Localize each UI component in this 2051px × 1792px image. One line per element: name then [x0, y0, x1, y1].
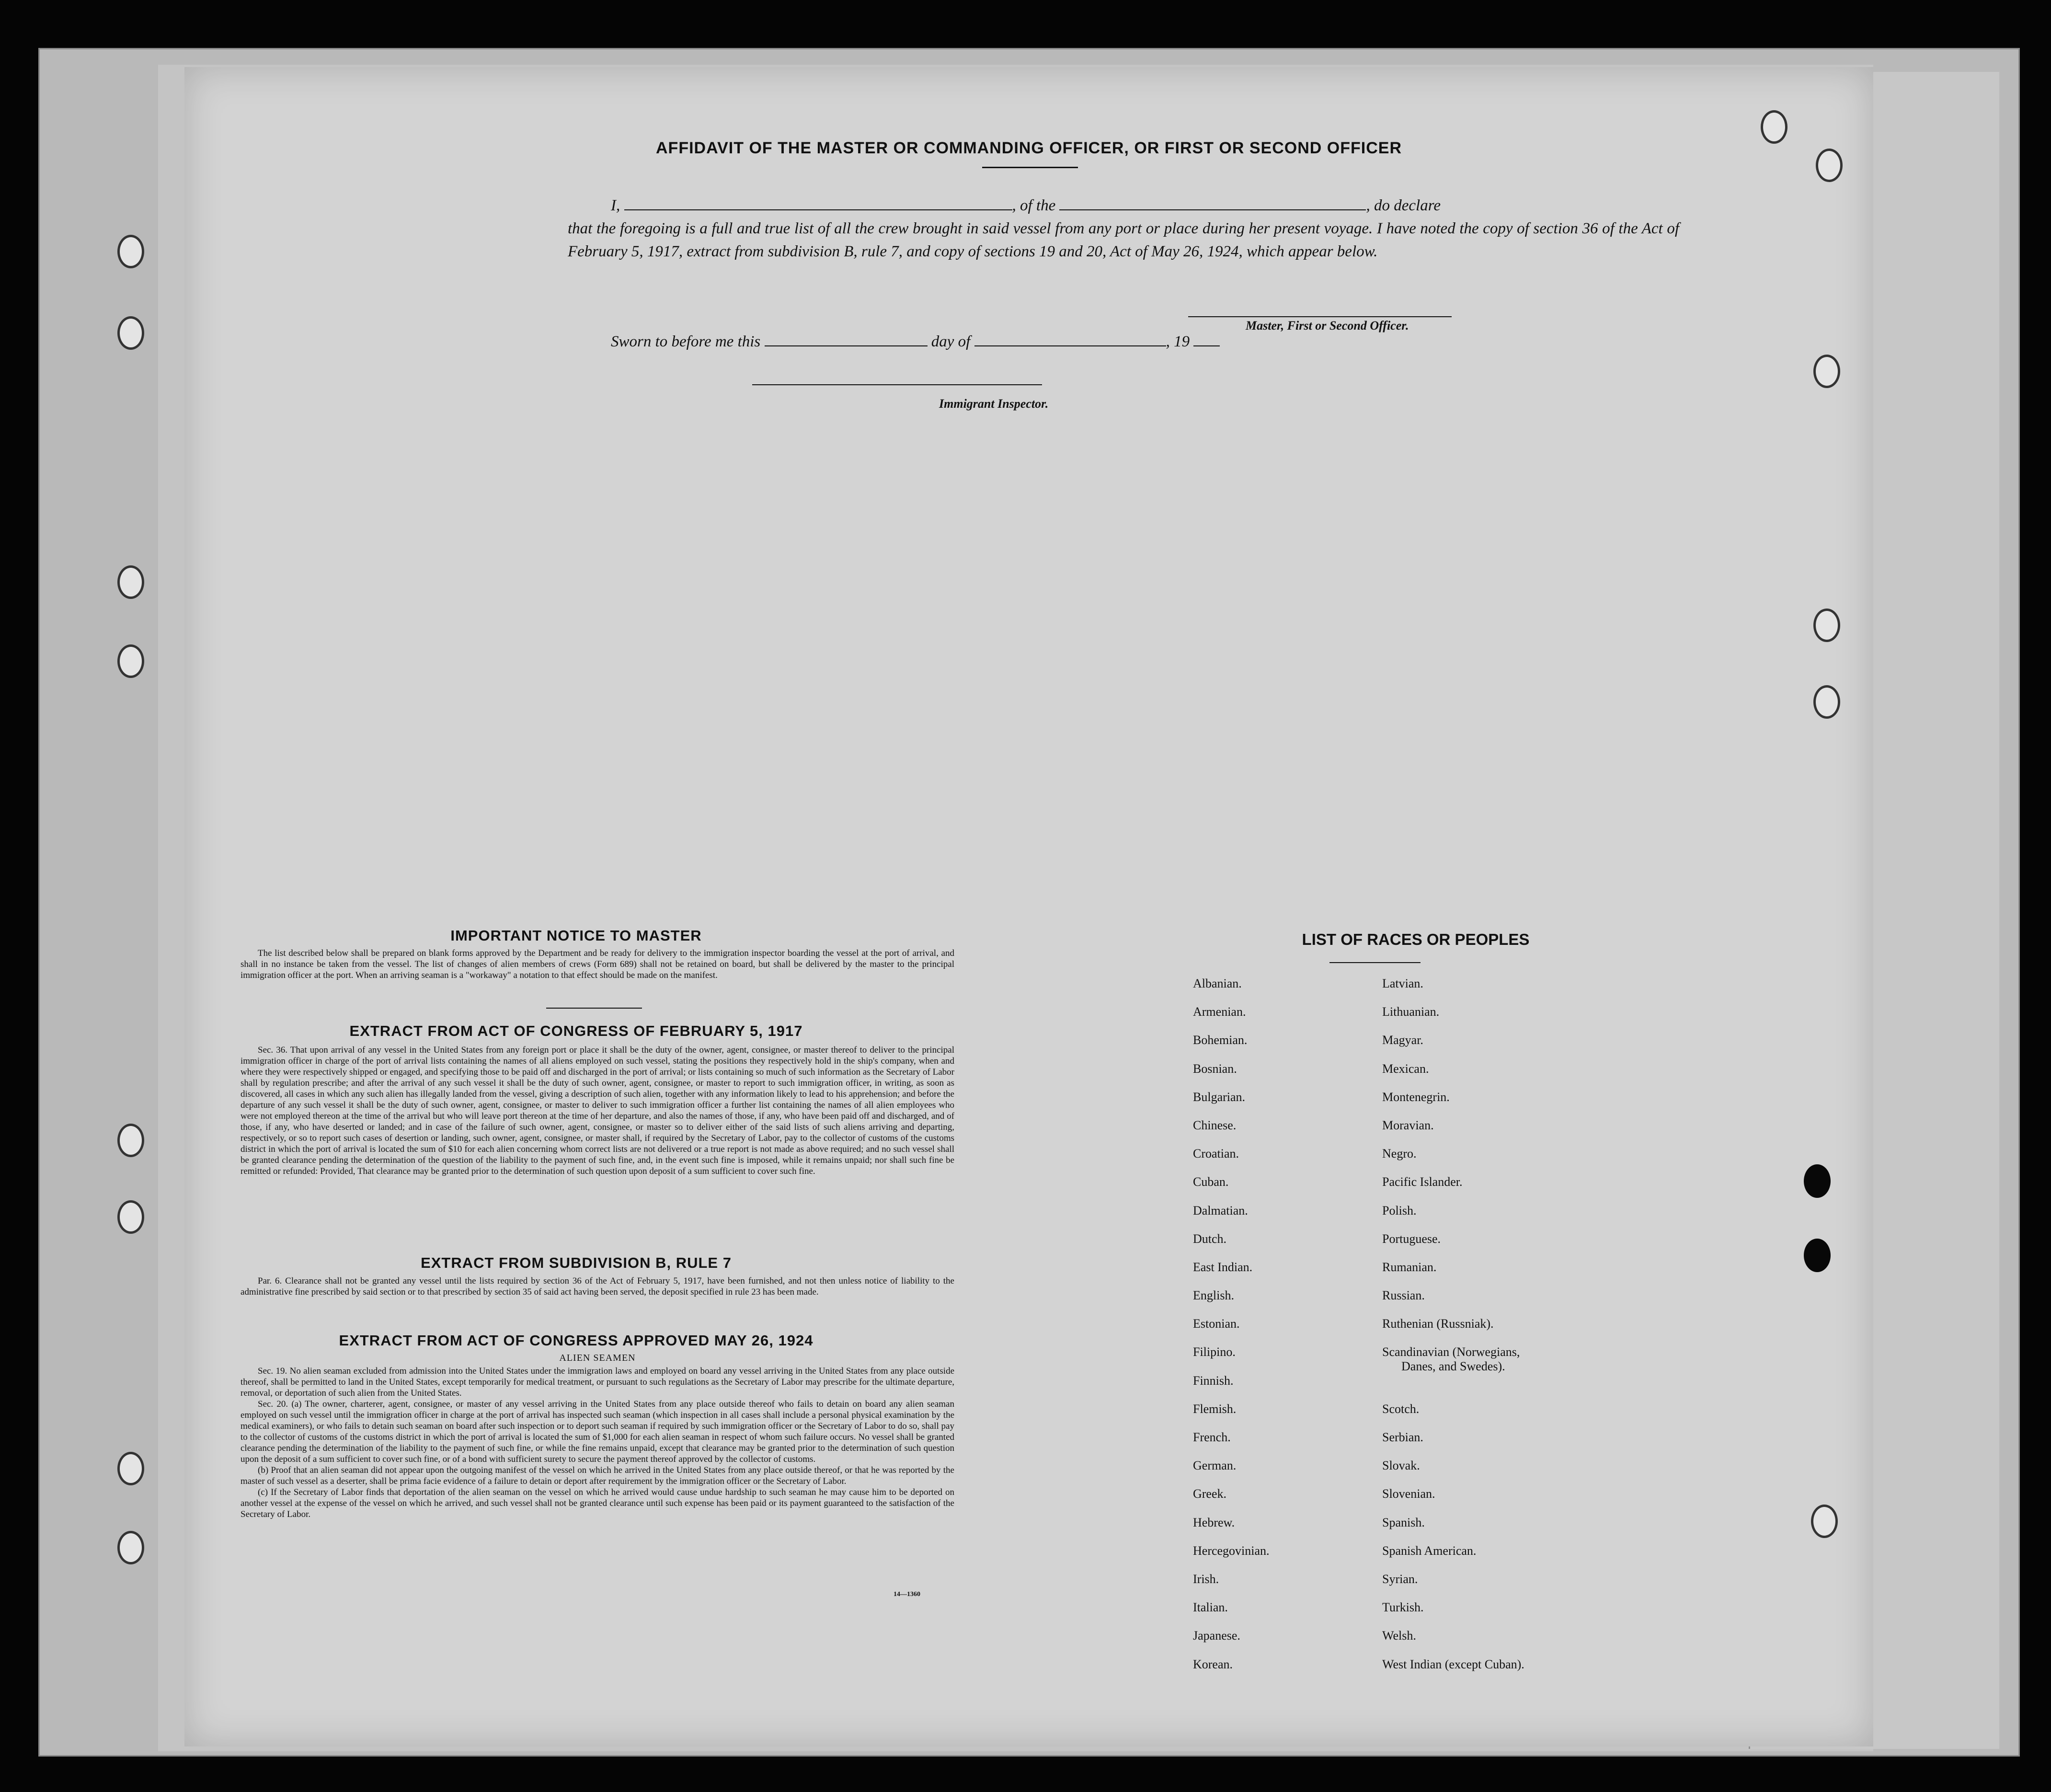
sec19-paragraph: Sec. 19. No alien seaman excluded from admission into the United States under the immigration laws and employed on board any vessel arriving in the United States from any place outside thereof, shall be permitted to land in the United States, except temporarily for medical treatment, or pursuant to such regulations as the Secretary of Labor may prescribe for the ultimate departure, removal, or deportation of such alien from the United States. [241, 1366, 954, 1398]
do-declare-label: , do declare [1366, 197, 1441, 214]
race-item: Cuban. [1193, 1175, 1229, 1189]
race-item: Mexican. [1382, 1061, 1429, 1076]
year-label: , 19 [1166, 333, 1190, 350]
race-item: Armenian. [1193, 1005, 1246, 1019]
sworn-month-blank [974, 345, 1166, 346]
races-left-column [1193, 976, 1270, 1686]
rule7-title: EXTRACT FROM SUBDIVISION B, RULE 7 [421, 1254, 732, 1271]
races-title: LIST OF RACES OR PEOPLES [1302, 930, 1530, 948]
race-item: Croatian. [1193, 1147, 1239, 1161]
race-item: Italian. [1193, 1600, 1228, 1615]
race-item: Greek. [1193, 1487, 1227, 1501]
race-item: Spanish American. [1382, 1543, 1477, 1558]
binder-hole [1811, 1505, 1838, 1538]
binder-hole [1813, 355, 1840, 388]
race-item: Portuguese. [1382, 1231, 1441, 1246]
race-item: Bulgarian. [1193, 1090, 1246, 1104]
binder-hole [117, 1124, 144, 1157]
signature-line [1188, 316, 1452, 317]
manifest-back-page [184, 67, 1873, 1746]
race-item: Rumanian. [1382, 1260, 1437, 1274]
binder-hole [117, 565, 144, 599]
extract-1924-title: EXTRACT FROM ACT OF CONGRESS APPROVED MAY 26, 1924 [339, 1332, 814, 1349]
race-item: Flemish. [1193, 1401, 1237, 1416]
races-rule [1329, 962, 1421, 963]
binder-hole [117, 235, 144, 268]
race-item: Turkish. [1382, 1600, 1424, 1615]
name-blank [624, 209, 1012, 210]
notice-text [241, 948, 954, 981]
race-item: Estonian. [1193, 1317, 1240, 1331]
race-item: Dalmatian. [1193, 1203, 1248, 1218]
binder-hole [117, 1531, 144, 1564]
binder-hole [117, 644, 144, 678]
race-item: Negro. [1382, 1147, 1417, 1161]
binder-hole [117, 316, 144, 350]
race-item: Albanian. [1193, 976, 1242, 990]
affidavit-line-1 [568, 194, 1679, 217]
race-item: Polish. [1382, 1203, 1417, 1218]
race-item: Korean. [1193, 1657, 1233, 1671]
sec20c-paragraph: (c) If the Secretary of Labor finds that deportation of the alien seaman on the vessel on which he arrived would cause undue hardship to such seaman he may cause him to be deported on another vessel at the expense of the vessel on which he arrived, and such vessel shall not be granted clearance until such expense has been paid or its payment guaranteed to the satisfaction of the Secretary of Labor. [241, 1487, 954, 1519]
race-item: Moravian. [1382, 1118, 1434, 1132]
race-item: German. [1193, 1459, 1237, 1473]
race-item: Irish. [1193, 1572, 1219, 1586]
notice-title: IMPORTANT NOTICE TO MASTER [450, 927, 702, 944]
race-item: Magyar. [1382, 1033, 1423, 1047]
notice-paragraph: The list described below shall be prepared on blank forms approved by the Department and be ready for delivery to the immigration inspector boarding the vessel at the port of arrival, and shall in no instance be taken from the vessel. The list of changes of alien members of crews (Form 689) shall not be retained on board, but shall be delivered by the master to the principal immigration officer at the port. When an arriving seaman is a "workaway" a notation to that effect should be made on the manifest. [241, 948, 954, 980]
affidavit-title: AFFIDAVIT OF THE MASTER OR COMMANDING OFFICER, OR FIRST OR SECOND OFFICER [656, 139, 1402, 157]
race-item: Scandinavian (Norwegians, Danes, and Swedes). [1382, 1345, 1520, 1374]
race-item: French. [1193, 1430, 1231, 1444]
race-item: Slovenian. [1382, 1487, 1435, 1501]
race-item: Ruthenian (Russniak). [1382, 1317, 1494, 1331]
race-item: Russian. [1382, 1288, 1425, 1303]
race-item: Finnish. [1193, 1373, 1234, 1388]
race-item: Slovak. [1382, 1459, 1420, 1473]
binder-hole [1813, 685, 1840, 719]
race-item: Spanish. [1382, 1515, 1425, 1529]
title-rule [982, 167, 1078, 168]
race-item: Pacific Islander. [1382, 1175, 1463, 1189]
race-item: East Indian. [1193, 1260, 1253, 1274]
binder-hole [1813, 609, 1840, 642]
race-item: English. [1193, 1288, 1234, 1303]
race-item: Latvian. [1382, 976, 1423, 990]
day-of-label: day of [931, 333, 971, 350]
of-the-label: , of the [1012, 197, 1056, 214]
race-item: Hebrew. [1193, 1515, 1235, 1529]
race-item: Dutch. [1193, 1231, 1227, 1246]
race-item: Syrian. [1382, 1572, 1418, 1586]
sec20b-paragraph: (b) Proof that an alien seaman did not appear upon the outgoing manifest of the vessel on which he arrived in the United States from any place outside thereof, or that he was reported by the master of such vessel as a deserter, shall be prima facie evidence of a failure to detain or deport after requirement by the immigration officer or the Secretary of Labor. [241, 1465, 954, 1486]
affidavit-i-label: I, [611, 197, 620, 214]
race-item: Bosnian. [1193, 1061, 1237, 1076]
binder-hole [117, 1452, 144, 1485]
form-number: 14—1360 [894, 1591, 920, 1598]
race-item: Montenegrin. [1382, 1090, 1450, 1104]
sec20a-paragraph: Sec. 20. (a) The owner, charterer, agent, consignee, or master of any vessel arriving in the United States from any place outside thereof who fails to detain on board any alien seaman employed on such vessel until the immigration officer in charge at the port of arrival has inspected such seaman (which inspection in all cases shall include a personal physical examination by the medical examiners), or who fails to detain such seaman on board after such inspection or to deport such seaman if required by such immigration officer or the Secretary of Labor to do so, shall pay to the collector of customs of the customs district in which the port of arrival is located the sum of $1,000 for each alien seaman in respect of whom such failure occurs. No vessel shall be granted clearance pending the determination of the liability to the payment of such fine, or while the fine remains unpaid, except that clearance may be granted prior to the determination of such question upon the deposit of a sum sufficient to cover such fine, or of a bond with sufficient surety to secure the payment thereof approved by the collector of customs. [241, 1399, 954, 1464]
alien-seamen-subtitle: ALIEN SEAMEN [559, 1353, 636, 1363]
section-rule [546, 1008, 642, 1009]
signature-label: Master, First or Second Officer. [1246, 319, 1409, 333]
race-item: Scotch. [1382, 1401, 1420, 1416]
affidavit-text [568, 194, 1679, 263]
sworn-day-blank [765, 345, 928, 346]
extract-1917-paragraph: Sec. 36. That upon arrival of any vessel in the United States from any foreign port or place it shall be the duty of the owner, agent, consignee, or master thereof to deliver to the principal immigration officer in charge of the port of arrival lists containing the names of all aliens employed on such vessel, stating the positions they respectively hold in the ship's company, when and where they were respectively shipped or engaged, and specifying those to be paid off and discharged in the port of arrival; or lists containing so much of such information as the Secretary of Labor shall by regulation prescribe; and after the arrival of any such vessel it shall be the duty of such owner, agent, consignee, or master to report to such immigration officer, in writing, as soon as discovered, all cases in which any such alien has illegally landed from the vessel, giving a description of such alien, together with any information likely to lead to his apprehension; and before the departure of any such vessel it shall be the duty of such owner, agent, consignee, or master to deliver to such immigration officer a further list containing the names of all alien employees who were not employed thereon at the time of the arrival but who will leave port thereon at the time of her departure, and also the names of those, if any, who have been paid off and discharged, and of those, if any, who have deserted or landed; and in case of the failure of such owner, agent, consignee, or master so to deliver either of the said lists of such aliens arriving and departing, respectively, or so to report such cases of desertion or landing, such owner, agent, consignee, or master shall, if required by the Secretary of Labor, pay to the collector of customs of the customs district in which the port of arrival is located the sum of $10 for each alien concerning whom correct lists are not delivered or a true report is not made as above required; and no such vessel shall be granted clearance pending the determination of the question of the liability to the payment of such fine, and, in the event such fine is imposed, while it remains unpaid; nor shall such fine be remitted or refunded: Provided, That clearance may be granted prior to the determination of such question upon deposit of a sum sufficient to cover such fine. [241, 1045, 954, 1176]
races-right-column [1382, 976, 1524, 1686]
binder-hole [117, 1200, 144, 1234]
race-item: Chinese. [1193, 1118, 1237, 1132]
sworn-year-blank [1193, 345, 1220, 346]
binder-hole [1804, 1164, 1831, 1198]
sworn-label: Sworn to before me this [611, 333, 761, 350]
vessel-blank [1059, 209, 1366, 210]
race-item: Welsh. [1382, 1629, 1416, 1643]
race-item: Japanese. [1193, 1629, 1240, 1643]
race-item: Filipino. [1193, 1345, 1236, 1359]
race-item: West Indian (except Cuban). [1382, 1657, 1524, 1671]
extract-1917-title: EXTRACT FROM ACT OF CONGRESS OF FEBRUARY 5, 1917 [349, 1022, 803, 1039]
binder-hole [1804, 1239, 1831, 1272]
extract-1917-text [241, 1045, 954, 1177]
inspector-signature-line [752, 384, 1042, 385]
race-item: Bohemian. [1193, 1033, 1248, 1047]
sworn-line [611, 333, 1220, 351]
race-item: Hercegovinian. [1193, 1543, 1270, 1558]
rule7-text [241, 1275, 954, 1298]
inspector-label: Immigrant Inspector. [939, 397, 1049, 411]
extract-1924-text [241, 1353, 954, 1520]
race-item: Serbian. [1382, 1430, 1423, 1445]
rule7-paragraph: Par. 6. Clearance shall not be granted any vessel until the lists required by section 36 of the Act of February 5, 1917, have been furnished, and not then unless notice of liability to the administrative fine prescribed by said section or to that prescribed by section 35 of said act having been served, the deposit specified in rule 23 has been made. [241, 1276, 954, 1297]
race-item: Lithuanian. [1382, 1005, 1440, 1019]
affidavit-body: that the foregoing is a full and true list of all the crew brought in said vessel from any port or place during her present voyage. I have noted the copy of section 36 of the Act of February 5, 1917, extract from subdivision B, rule 7, and copy of sections 19 and 20, Act of May 26, 1924, which appear below. [568, 220, 1679, 260]
